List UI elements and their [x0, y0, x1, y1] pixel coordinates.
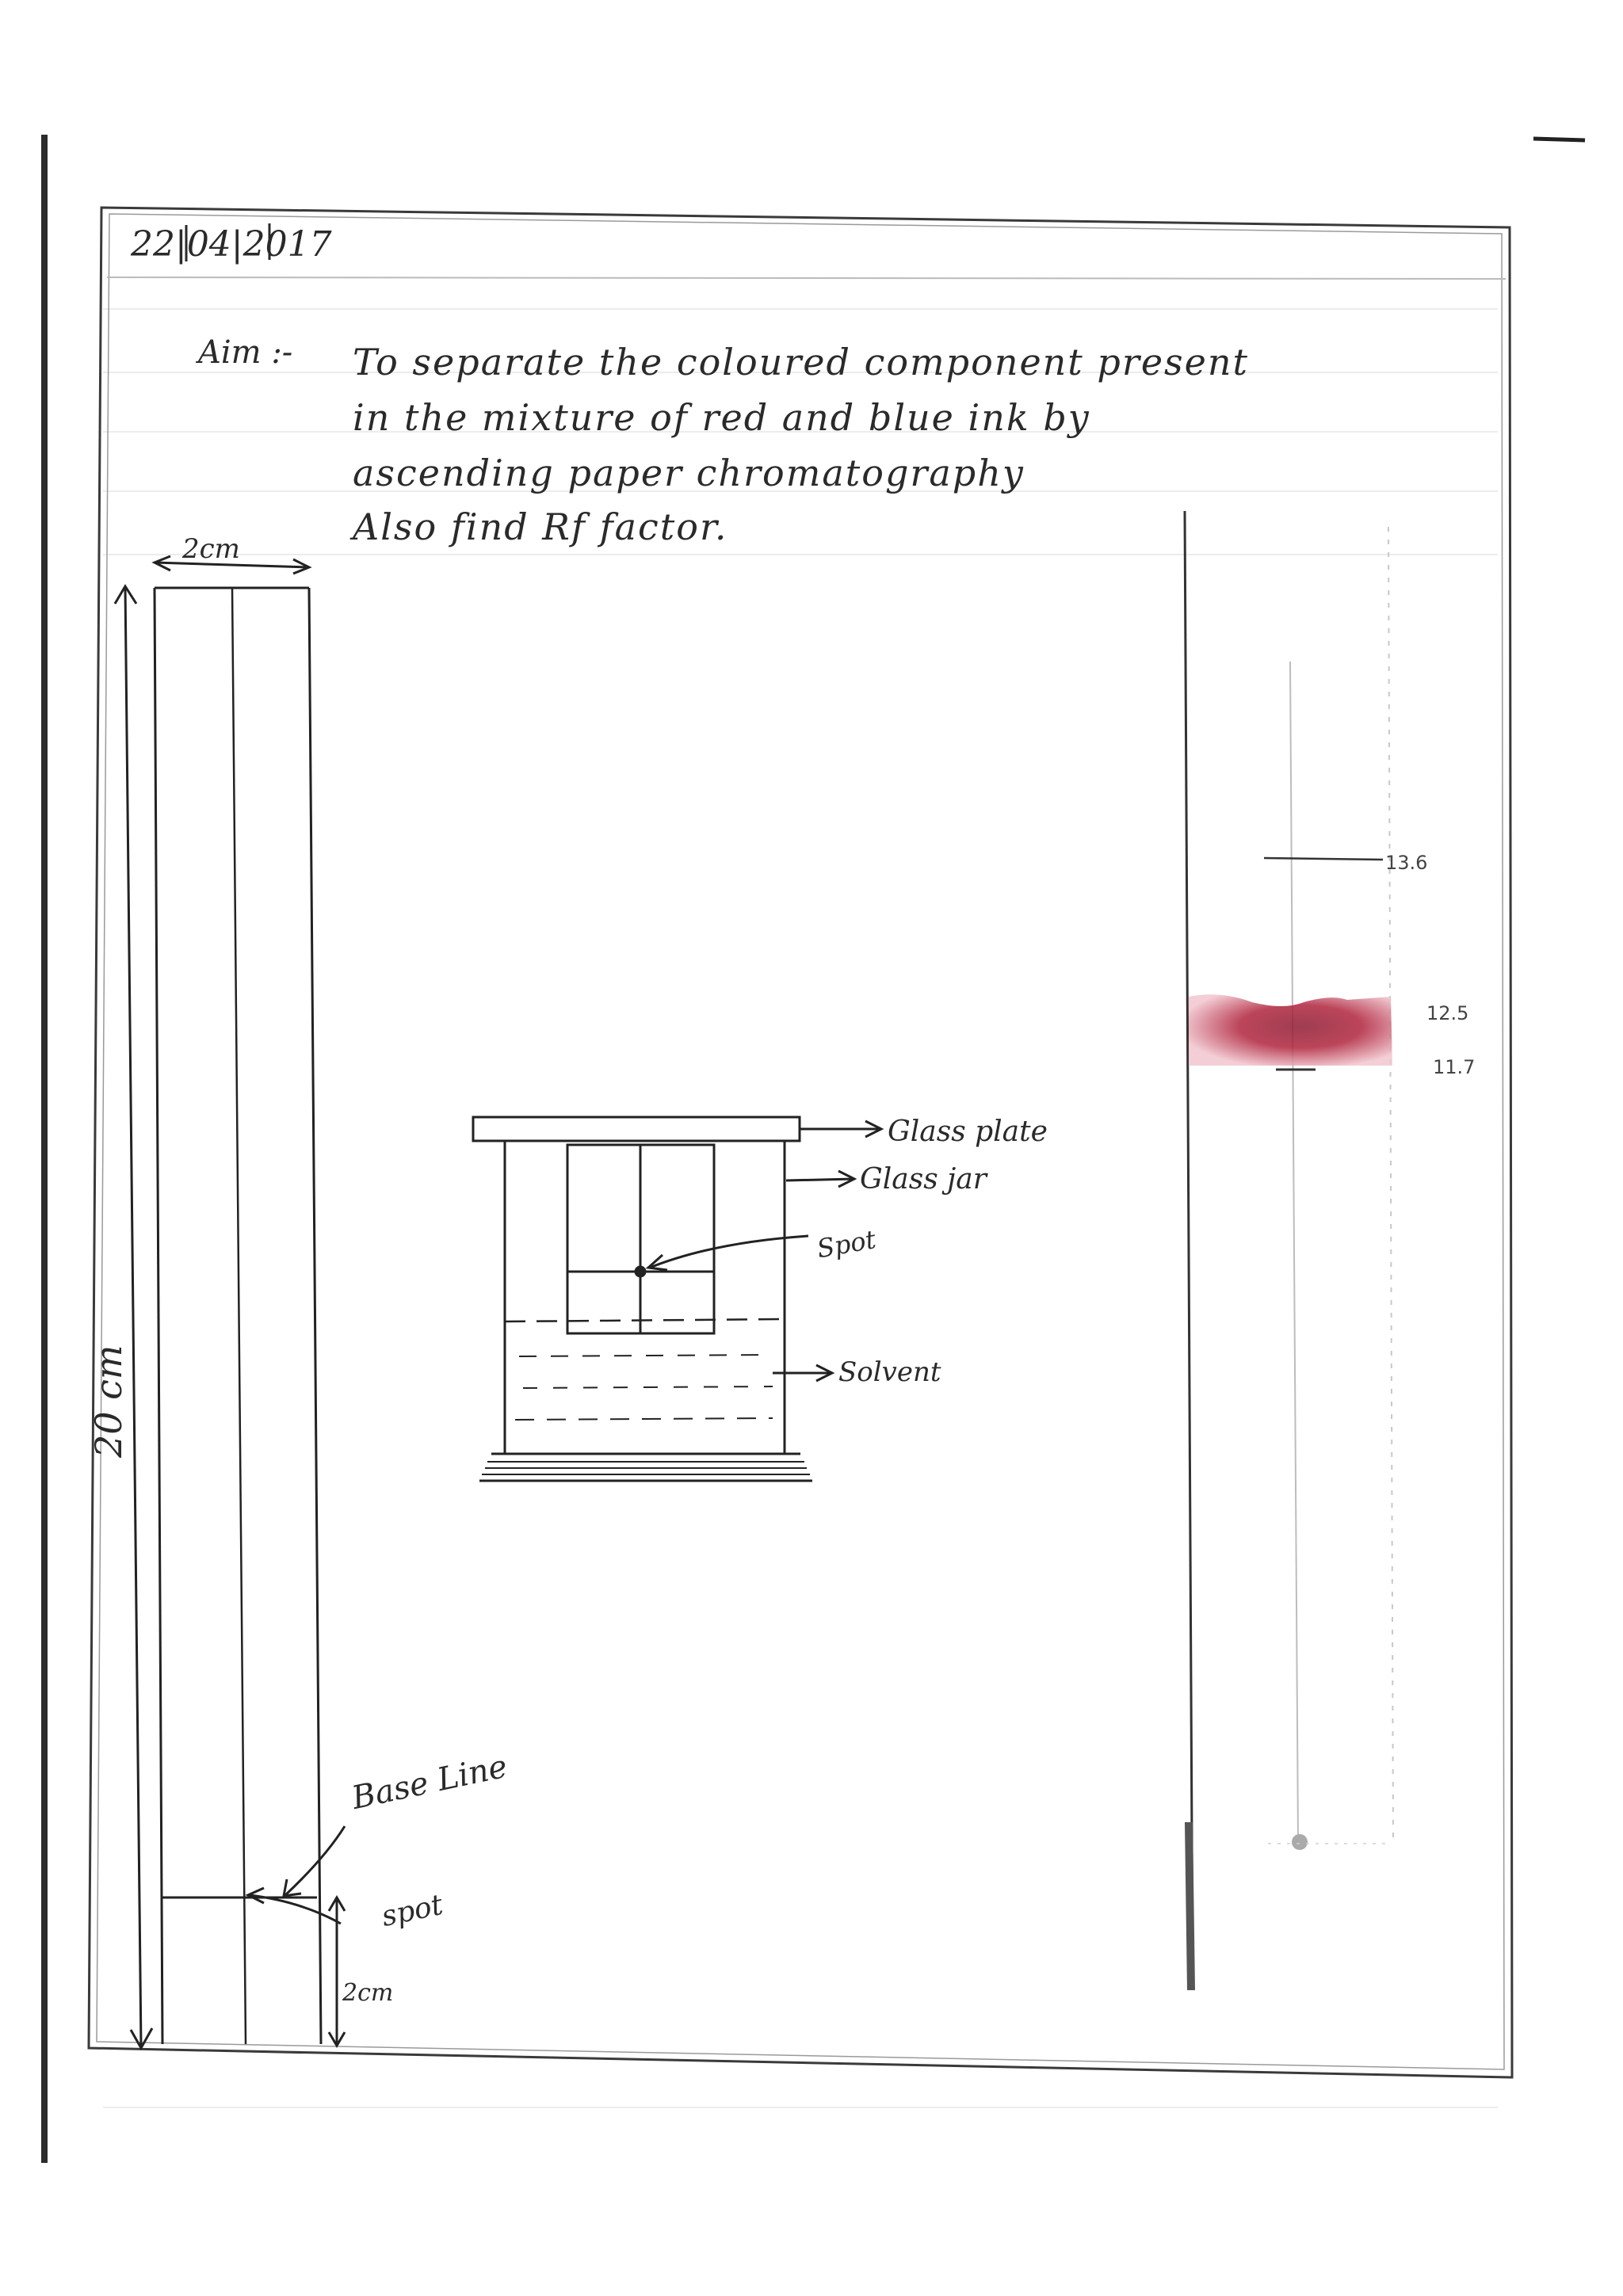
page-shadow-left: [41, 135, 48, 2163]
strip-height-label: 20 cm: [87, 1344, 130, 1458]
aim-text-line: To separate the coloured component present: [353, 341, 1249, 383]
solvent-front-line: [1264, 858, 1383, 860]
solvent-surface: [505, 1319, 785, 1322]
chromatogram-left-edge: [1185, 511, 1193, 1989]
page-top-edge: [1533, 139, 1585, 140]
jar-spot-label: Spot: [815, 1224, 878, 1264]
strip-width-label: 2cm: [182, 533, 240, 565]
date: 22|04|2017: [131, 224, 332, 265]
chromatogram: [1185, 511, 1393, 1990]
solvent-dash-row: [523, 1386, 773, 1388]
spot-pointer: [250, 1895, 341, 1924]
chromatogram-right-edge: [1388, 527, 1393, 1838]
solvent-dash-row: [519, 1355, 773, 1356]
base-gap-label: 2cm: [342, 1979, 394, 2007]
origin-spot: [1292, 1834, 1308, 1850]
glass-jar-label: Glass jar: [860, 1163, 987, 1196]
ruled-lines: [103, 309, 1498, 2107]
jar-diagram: [473, 1117, 881, 1481]
header-rule: [107, 277, 1506, 279]
chromatogram-center-line: [1290, 662, 1298, 1842]
height-arrow: [125, 586, 141, 2048]
base-line-label: Base Line: [349, 1748, 511, 1817]
glass-plate-shape: [473, 1117, 800, 1141]
reading-label: 12.5: [1426, 1002, 1469, 1024]
jar-spot: [636, 1267, 645, 1276]
aim-text-line: ascending paper chromatography: [353, 452, 1025, 494]
chromatogram-shadow: [1185, 1822, 1195, 1990]
base-line-pointer: [285, 1826, 345, 1895]
strip-left-edge: [155, 588, 162, 2044]
glass-jar-arrow: [786, 1179, 854, 1180]
glass-plate-label: Glass plate: [888, 1116, 1048, 1148]
reading-label: 11.7: [1433, 1056, 1476, 1078]
reading-label: 13.6: [1385, 852, 1428, 874]
strip-diagram: [115, 556, 345, 2048]
solvent-label: Solvent: [838, 1356, 941, 1388]
strip-right-edge: [309, 588, 321, 2044]
aim-label: Aim :-: [198, 334, 293, 371]
aim-text-line: Also find Rf factor.: [353, 505, 728, 548]
aim-text-line: in the mixture of red and blue ink by: [353, 396, 1090, 439]
solvent-dash-row: [515, 1418, 773, 1420]
ink-stain: [1189, 994, 1392, 1066]
strip-center-line: [232, 588, 246, 2044]
strip-spot-label: spot: [379, 1888, 446, 1934]
